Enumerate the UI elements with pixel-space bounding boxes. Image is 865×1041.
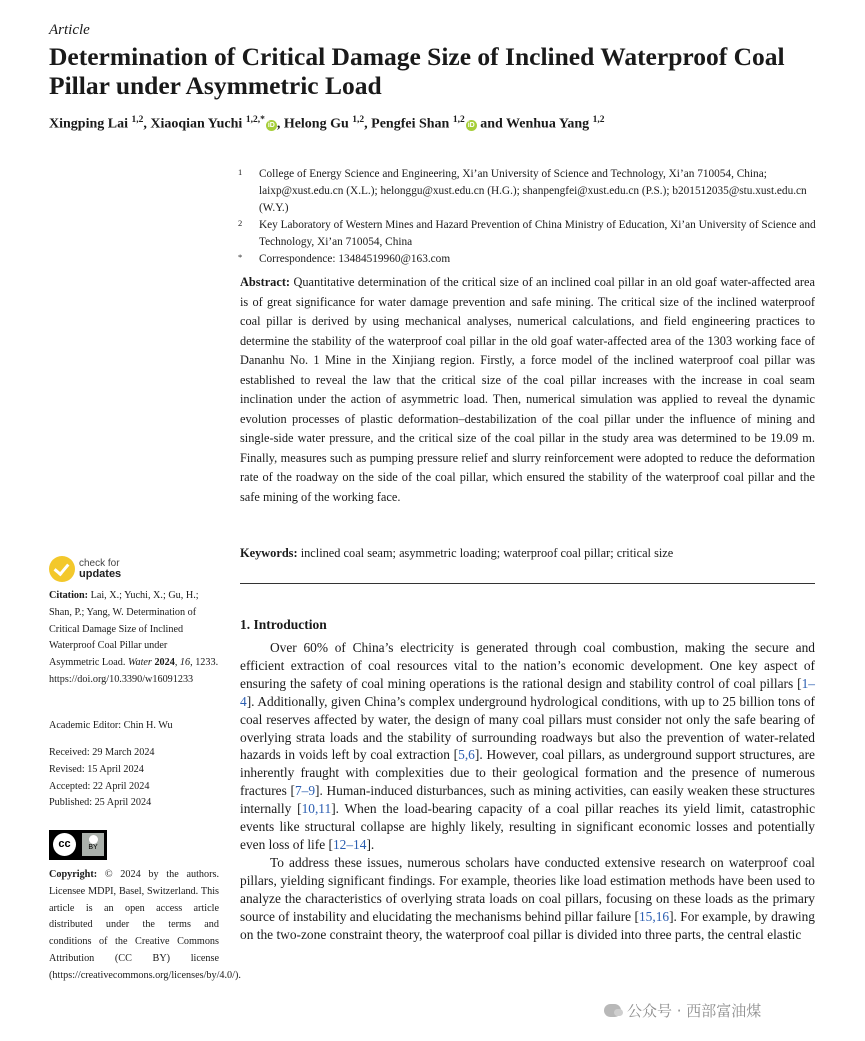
orcid-icon[interactable]: iD: [267, 121, 275, 129]
check-updates-line1: check for: [79, 558, 120, 569]
intro-paragraph: [240, 639, 815, 854]
citation-label: Citation:: [49, 590, 89, 601]
watermark-text: 公众号 · 西部富油煤: [627, 1002, 762, 1020]
affiliation-marker: *: [238, 252, 243, 262]
citation-text: Lai, X.; Yuchi, X.; Gu, H.; Shan, P.; Yang, W. Determination of Critical Damage Size of Inclined Waterproof Coal Pillar under Asymmetric Load.: [49, 590, 199, 669]
affiliations: [238, 166, 818, 268]
author-affiliation-sup: 1,2: [352, 115, 365, 125]
abstract-text: Quantitative determination of the critical size of an inclined coal pillar in an old goaf water-affected area is of great significance for water damage prevention and safe mining. The critical size of the inclined waterproof coal pillar is derived by using mechanical analyses, numerical calculations, and field engineering practices to determine the stability of the waterproof coal pillar in the old goaf water-affected area of the 1303 working face of Dananhu No. 1 Mine in the Xinjiang region. Firstly, a force model of the inclined waterproof coal pillar was established to reveal the law that the critical size of the coal pillar increases with the increase in coal seam inclination under the action of asymmetric load. Then, numerical simulation was applied to reveal the dynamic evolution processes of plastic deformation–destabilization of the coal pillar under the influence of mining and single-side water pressure, and the critical size of the coal pillar in the study area was determined to be 19.09 m. Finally, measures such as pumping pressure relief and slurry reinforcement were adopted to reduce the deformation rate of the roadway on the side of the coal pillar, which ensured the stability of the waterproof coal pillar and the safe mining of the working face.: [240, 275, 815, 504]
intro-text: ]. For example, by drawing on the two-zone constraint theory, the waterproof coal pillar is divided into three parts, the central elastic: [240, 908, 815, 942]
author-affiliation-sup: 1,2: [592, 115, 605, 125]
citation-volume: 16: [179, 657, 191, 669]
article-type: Article: [49, 22, 90, 38]
author-affiliation-sup: 1,2: [131, 115, 144, 125]
author-name: Xingping Lai: [49, 116, 128, 132]
date-received: Received: 29 March 2024: [49, 747, 155, 758]
article-title: Determination of Critical Damage Size of Inclined Waterproof Coal Pillar under Asymmetric Load: [49, 42, 785, 100]
author-name: Pengfei Shan: [371, 116, 450, 132]
reference-link[interactable]: 7–9: [294, 783, 316, 799]
affiliation-text: Correspondence: 13484519960@163.com: [259, 253, 451, 265]
reference-link[interactable]: 15,16: [638, 908, 670, 924]
intro-paragraph: [240, 854, 815, 944]
date-accepted: Accepted: 22 April 2024: [49, 780, 150, 792]
introduction-body: [240, 639, 815, 943]
intro-text: ]. Additionally, given China’s complex underground hydrological conditions, with up to 25 billion tons of coal reserves affected by water, the design of many coal pillars must consider not only the safe bearing of overlying strata loads and the stability of surrounding roadways but also the prevention of water-related hazards in voids left by coal extraction [: [240, 693, 815, 763]
date-revised: Revised: 15 April 2024: [49, 763, 144, 775]
copyright-label: Copyright:: [49, 869, 98, 880]
affiliation-text: Key Laboratory of Western Mines and Hazard Prevention of China Ministry of Education, Xi’an University of Science and Technology, Xi’an 710054, China: [259, 219, 816, 248]
author-name: Xiaoqian Yuchi: [150, 116, 243, 132]
abstract: [240, 273, 815, 507]
affiliation-item: [238, 217, 818, 251]
citation-journal: Water: [127, 657, 152, 669]
cc-icon: cc: [53, 833, 76, 856]
person-icon: [89, 835, 98, 844]
reference-link[interactable]: 12–14: [332, 836, 367, 852]
section-heading: 1. Introduction: [240, 617, 327, 632]
cc-by-license-icon[interactable]: [49, 830, 107, 860]
check-for-updates-button[interactable]: [49, 556, 121, 582]
by-icon: BY: [82, 833, 104, 856]
watermark: [604, 1000, 761, 1021]
intro-text: ]. Human-induced disturbances, such as mining activities, can easily weaken these structures internally [: [240, 783, 815, 817]
intro-text: To address these issues, numerous scholars have conducted extensive research on waterproof coal pillars, yielding significant findings. For example, theories like load estimation methods have been used to analyze the characteristics of overlying strata loads on coal pillars, focusing on these loads as the primary source of instability and elucidating the mechanisms behind pillar failure [: [240, 854, 815, 924]
affiliation-item: [238, 251, 818, 268]
intro-text: ]. When the load-bearing capacity of a coal pillar reaches its yield limit, catastrophic events like structural collapse are highly likely, resulting in significant economic losses and potentially even loss of life [: [240, 801, 816, 852]
author-name: Helong Gu: [283, 116, 349, 132]
affiliation-item: [238, 166, 818, 217]
date-published: Published: 25 April 2024: [49, 797, 152, 809]
check-updates-icon: [49, 556, 75, 582]
intro-text: ].: [366, 836, 375, 852]
section-divider: [240, 583, 815, 584]
author-affiliation-sup: 1,2: [452, 115, 465, 125]
orcid-icon[interactable]: iD: [467, 121, 475, 129]
intro-text: Over 60% of China’s electricity is generated through coal combustion, making the secure and efficient extraction of coal resources vital to the nation’s economic development. One key aspect of ensuring the safety of coal mining operations is the rational design and stability control of coal pillars [: [240, 640, 815, 691]
author-list: Xingping Lai $^{1,2}$, Xiaoqian Yuchi $^{1,2,*}$iD , Helong Gu $^{1,2}$, Pengfei Shan $^{1,2}$iD and Wenhua Yang $^{1,2}$: [49, 115, 605, 132]
author-name: Wenhua Yang: [506, 116, 590, 132]
wechat-icon: [604, 1004, 621, 1017]
affiliation-text: College of Energy Science and Engineering, Xi’an University of Science and Technology, Xi’an 710054, China; laixp@xust.edu.cn (X.L.); helonggu@xust.edu.cn (H.G.); shanpengfei@xust.edu.cn (P.S.); b201512035@stu.xust.edu.cn (W.Y.): [259, 168, 807, 214]
affiliation-marker: 2: [238, 218, 243, 228]
citation-year: 2024: [151, 657, 175, 669]
intro-text: ]. However, coal pillars, as underground support structures, are inherently fraught with complexities due to their geological formation and the presence of numerous fractures [: [240, 747, 815, 799]
publication-dates: [49, 745, 219, 812]
copyright-text: © 2024 by the authors. Licensee MDPI, Basel, Switzerland. This article is an open access article distributed under the terms and conditions of the Creative Commons Attribution (CC BY) license (https://creativecommons.org/licenses/by/4.0/).: [49, 869, 241, 981]
copyright-notice: [49, 867, 241, 985]
keywords: [240, 544, 815, 562]
keywords-text: inclined coal seam; asymmetric loading; waterproof coal pillar; critical size: [297, 546, 674, 560]
affiliation-marker: 1: [238, 167, 243, 177]
reference-link[interactable]: 10,11: [301, 801, 332, 817]
check-updates-line2: updates: [79, 568, 122, 580]
keywords-label: Keywords:: [240, 546, 298, 560]
reference-link[interactable]: 5,6: [458, 747, 475, 763]
citation-block: Citation: Lai, X.; Yuchi, X.; Gu, H.; Shan, P.; Yang, W. Determination of Critical Damage Size of Inclined Waterproof Coal Pillar under Asymmetric Load. Water 2024, 16, 1233. https://doi.org/10.3390/w16091233: [49, 590, 219, 685]
reference-link[interactable]: 1–4: [240, 675, 815, 709]
abstract-label: Abstract:: [240, 275, 291, 289]
academic-editor: Academic Editor: Chin H. Wu: [49, 720, 173, 731]
author-affiliation-sup: 1,2,*: [245, 115, 265, 125]
citation-doi[interactable]: , 1233. https://doi.org/10.3390/w16091233: [49, 657, 219, 685]
